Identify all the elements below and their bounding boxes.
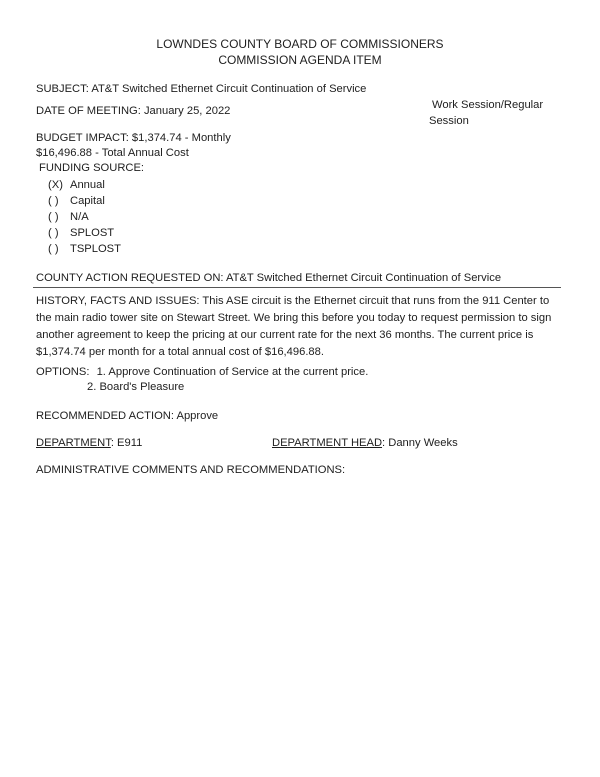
options-line-1 xyxy=(36,365,368,380)
funding-checkbox-capital: ( ) xyxy=(48,195,59,207)
department xyxy=(36,436,142,451)
department-head-label: DEPARTMENT HEAD xyxy=(272,437,383,449)
session-type-line2: Session xyxy=(429,115,469,127)
subject-line: SUBJECT: AT&T Switched Ethernet Circuit Continuation of Service xyxy=(36,83,367,95)
budget-annual-cost: $16,496.88 - Total Annual Cost xyxy=(36,147,189,159)
funding-option-label: N/A xyxy=(70,211,89,223)
section-divider xyxy=(33,287,561,288)
funding-checkbox-na: ( ) xyxy=(48,211,59,223)
funding-option-capital xyxy=(48,194,105,209)
agenda-item-title: COMMISSION AGENDA ITEM xyxy=(218,53,382,67)
funding-option-label: SPLOST xyxy=(70,227,115,239)
recommended-action: RECOMMENDED ACTION: Approve xyxy=(36,410,219,422)
department-head xyxy=(272,436,458,451)
session-type-line1: Work Session/Regular xyxy=(432,99,544,111)
department-label: DEPARTMENT xyxy=(36,437,111,449)
administrative-comments: ADMINISTRATIVE COMMENTS AND RECOMMENDATIONS: xyxy=(36,464,346,476)
funding-checkbox-splost: ( ) xyxy=(48,227,59,239)
options-label: OPTIONS: xyxy=(36,366,90,378)
board-title: LOWNDES COUNTY BOARD OF COMMISSIONERS xyxy=(156,37,444,51)
funding-option-splost xyxy=(48,226,114,241)
funding-source-label: FUNDING SOURCE: xyxy=(39,162,145,174)
funding-option-label: Annual xyxy=(70,179,105,191)
funding-option-label: TSPLOST xyxy=(70,243,121,255)
department-head-value: : Danny Weeks xyxy=(382,437,458,449)
funding-checkbox-annual: (X) xyxy=(48,179,63,191)
option-item-1: 1. Approve Continuation of Service at the current price. xyxy=(96,366,369,378)
county-action-requested: COUNTY ACTION REQUESTED ON: AT&T Switched Ethernet Circuit Continuation of Service xyxy=(36,272,502,284)
funding-checkbox-tsplost: ( ) xyxy=(48,243,59,255)
option-item-2: 2. Board's Pleasure xyxy=(87,381,185,393)
department-value: : E911 xyxy=(110,437,143,449)
funding-option-na xyxy=(48,210,89,225)
budget-impact: BUDGET IMPACT: $1,374.74 - Monthly xyxy=(36,132,231,144)
meeting-date: DATE OF MEETING: January 25, 2022 xyxy=(36,105,231,117)
funding-option-tsplost xyxy=(48,242,121,257)
funding-option-annual xyxy=(48,178,105,193)
history-facts-issues: HISTORY, FACTS AND ISSUES: This ASE circuit is the Ethernet circuit that runs from the 911 Center to the main radio tower site on Stewart Street. We bring this before you today to request permission to sign another agreement to keep the pricing at our current rate for the next 36 months. The current price is $1,374.74 per month for a total annual cost of $16,496.88. xyxy=(36,295,552,358)
funding-option-label: Capital xyxy=(70,195,105,207)
